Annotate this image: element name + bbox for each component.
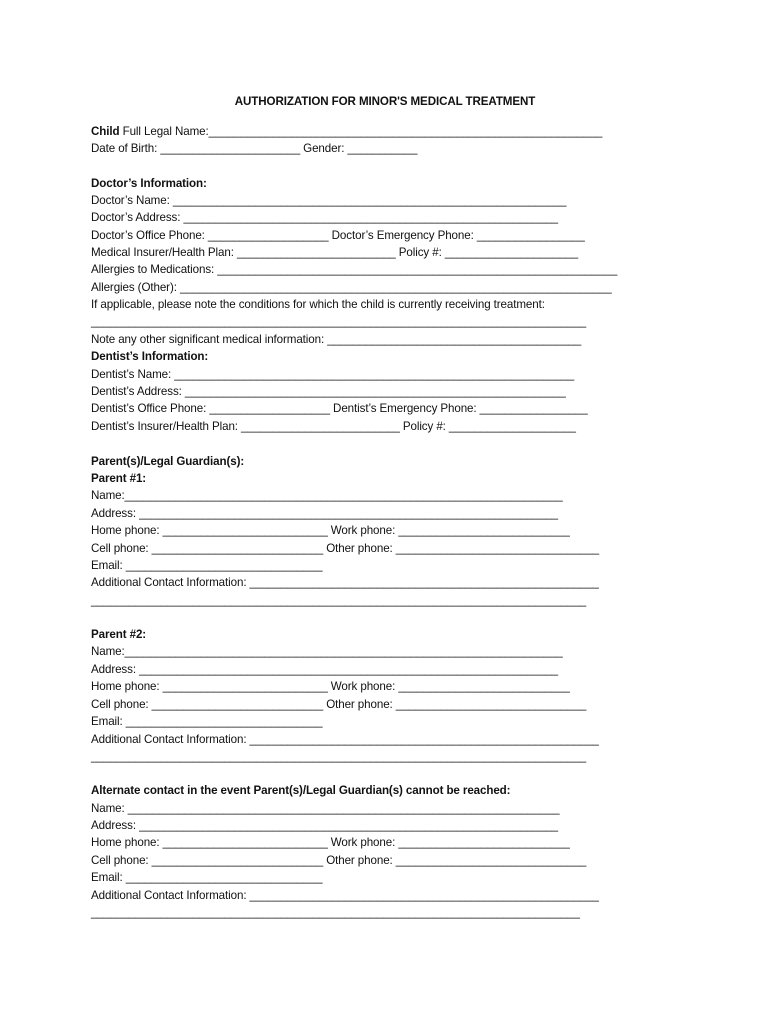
parent1-additional-contact-field[interactable]: Additional Contact Information: _______________________________________________________ [91,576,599,589]
parent2-home-work-phone-row[interactable]: Home phone: __________________________ Work phone: ___________________________ [91,680,570,693]
dentist-phone-row[interactable]: Dentist’s Office Phone: ___________________ Dentist’s Emergency Phone: _________________ [91,402,588,415]
alternate-name-field[interactable]: Name: ____________________________________________________________________ [91,802,560,815]
alternate-contact-heading: Alternate contact in the event Parent(s)/Legal Guardian(s) cannot be reached: [91,784,511,797]
alternate-additional-contact-field[interactable]: Additional Contact Information: _______________________________________________________ [91,889,599,902]
parent2-address-field[interactable]: Address: __________________________________________________________________ [91,663,559,676]
alternate-email-field[interactable]: Email: _______________________________ [91,871,323,884]
parent1-additional-line[interactable]: ______________________________________________________________________________ [91,594,587,607]
child-dob-gender-row[interactable]: Date of Birth: ______________________ Gender: ___________ [91,142,418,155]
child-full-legal-name-label: Full Legal Name: [119,125,209,138]
child-name-row [91,123,602,140]
alternate-home-work-phone-row[interactable]: Home phone: __________________________ Work phone: ___________________________ [91,836,570,849]
doctor-name-field[interactable]: Doctor’s Name: ______________________________________________________________ [91,194,567,207]
form-title: AUTHORIZATION FOR MINOR'S MEDICAL TREATMENT [234,95,536,108]
parent2-additional-line[interactable]: ______________________________________________________________________________ [91,750,587,763]
doctor-address-field[interactable]: Doctor’s Address: ___________________________________________________________ [91,211,559,224]
alternate-additional-line[interactable]: _____________________________________________________________________________ [91,906,580,919]
dentist-name-field[interactable]: Dentist’s Name: _______________________________________________________________ [91,368,575,381]
parent1-cell-other-phone-row[interactable]: Cell phone: ___________________________ Other phone: ________________________________ [91,542,599,555]
conditions-prompt: If applicable, please note the conditions for which the child is currently receiving treatment: [91,298,545,311]
dentist-info-heading: Dentist’s Information: [91,350,209,363]
parents-heading: Parent(s)/Legal Guardian(s): [91,455,245,468]
medical-insurer-row[interactable]: Medical Insurer/Health Plan: _________________________ Policy #: _____________________ [91,246,579,259]
child-label: Child [91,125,120,138]
parent1-name-field[interactable]: Name:_____________________________________________________________________ [91,489,563,502]
allergies-medications-field[interactable]: Allergies to Medications: _______________________________________________________________ [91,263,618,276]
allergies-other-field[interactable]: Allergies (Other): ____________________________________________________________________ [91,281,612,294]
parent1-heading: Parent #1: [91,472,147,485]
doctor-info-heading: Doctor’s Information: [91,177,207,190]
parent2-additional-contact-field[interactable]: Additional Contact Information: _______________________________________________________ [91,733,599,746]
alternate-address-field[interactable]: Address: __________________________________________________________________ [91,819,559,832]
dentist-insurer-row[interactable]: Dentist’s Insurer/Health Plan: _________________________ Policy #: ____________________ [91,420,576,433]
parent2-email-field[interactable]: Email: _______________________________ [91,715,323,728]
parent2-name-field[interactable]: Name:_____________________________________________________________________ [91,645,563,658]
alternate-cell-other-phone-row[interactable]: Cell phone: ___________________________ Other phone: ______________________________ [91,854,587,867]
conditions-field[interactable]: ______________________________________________________________________________ [91,315,587,328]
parent2-cell-other-phone-row[interactable]: Cell phone: ___________________________ Other phone: ______________________________ [91,698,587,711]
parent1-address-field[interactable]: Address: __________________________________________________________________ [91,507,559,520]
dentist-address-field[interactable]: Dentist’s Address: ____________________________________________________________ [91,385,566,398]
other-medical-info-field[interactable]: Note any other significant medical information: ________________________________________ [91,333,582,346]
doctor-phone-row[interactable]: Doctor’s Office Phone: ___________________ Doctor’s Emergency Phone: _________________ [91,229,585,242]
parent2-heading: Parent #2: [91,628,147,641]
parent1-home-work-phone-row[interactable]: Home phone: __________________________ Work phone: ___________________________ [91,524,570,537]
child-name-field[interactable]: ______________________________________________________________ [208,125,603,138]
parent1-email-field[interactable]: Email: _______________________________ [91,559,323,572]
